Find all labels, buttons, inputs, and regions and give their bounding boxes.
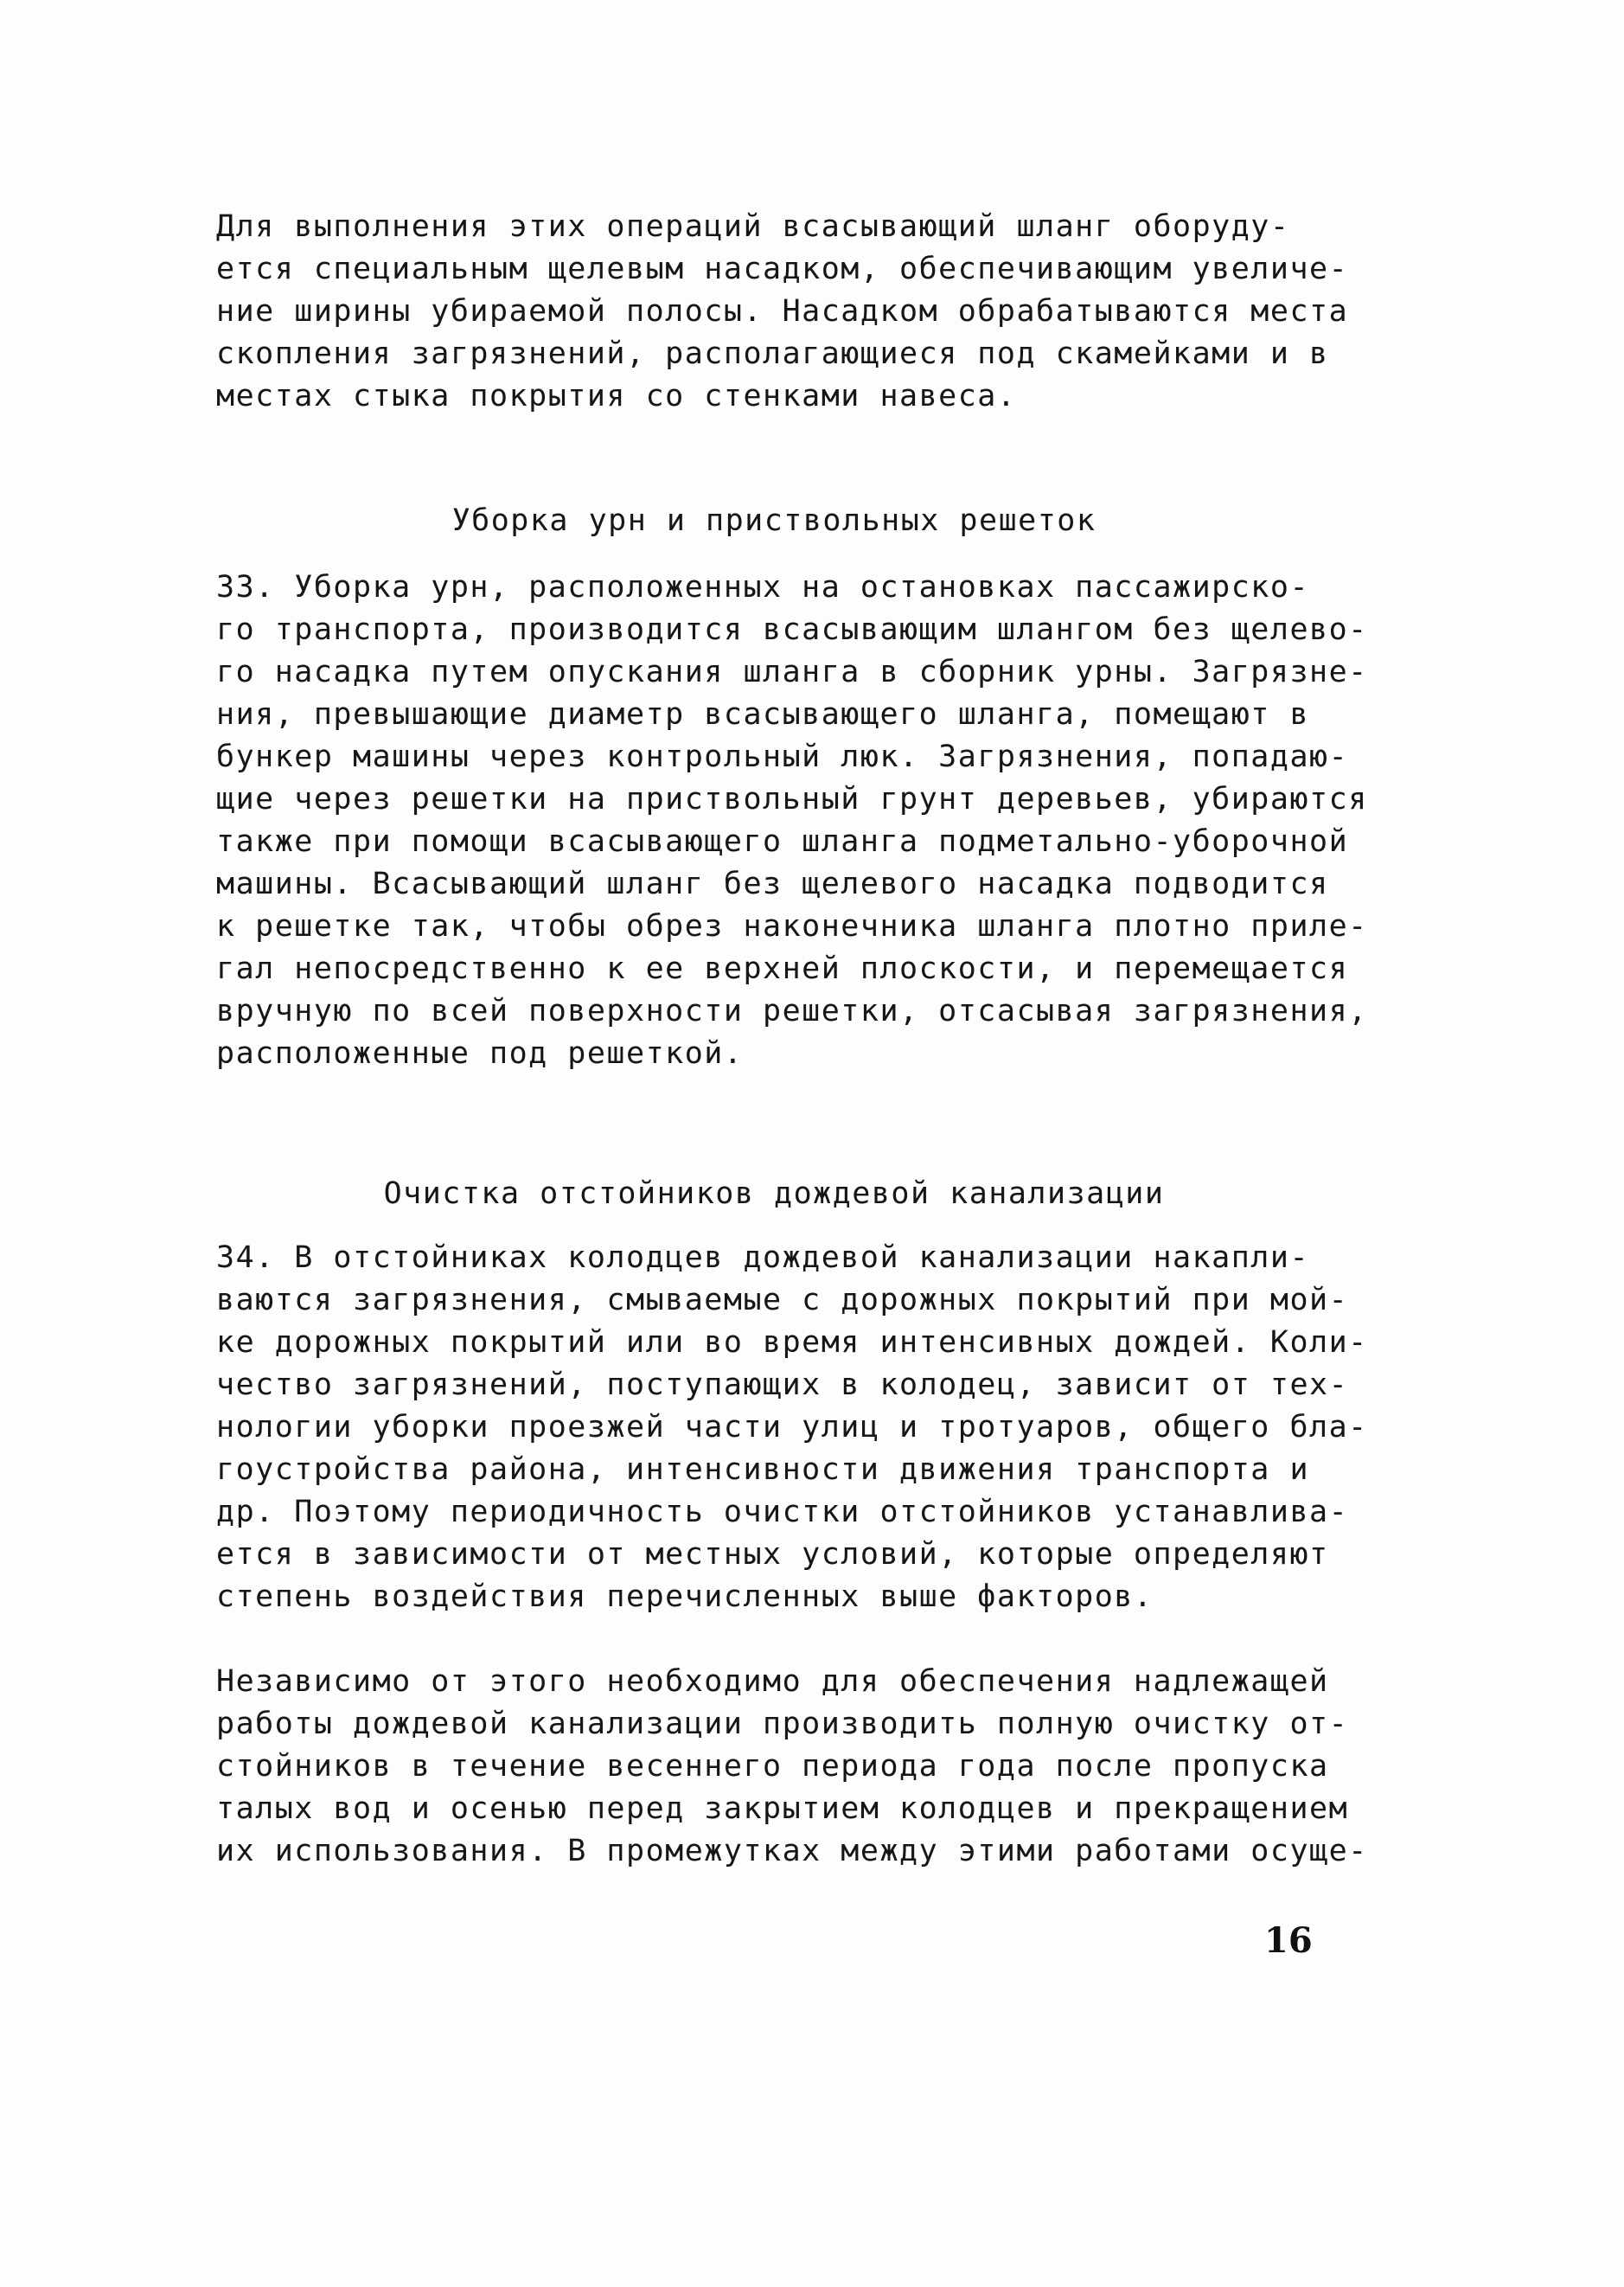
text-line: ется в зависимости от местных условий, которые определяют xyxy=(216,1537,1329,1572)
text-line: скопления загрязнений, располагающиеся под скамейками и в xyxy=(216,336,1329,371)
text-line: талых вод и осенью перед закрытием колодцев и прекращением xyxy=(216,1791,1349,1826)
text-line: машины. Всасывающий шланг без щелевого насадка подводится xyxy=(216,867,1329,901)
text-line: их использования. В промежутках между этими работами осуще- xyxy=(216,1834,1368,1868)
text-line: 34. В отстойниках колодцев дождевой канализации накапли- xyxy=(216,1240,1310,1275)
text-line: го транспорта, производится всасывающим шлангом без щелево- xyxy=(216,612,1368,647)
text-line: ваются загрязнения, смываемые с дорожных покрытий при мой- xyxy=(216,1283,1349,1317)
text-line: ке дорожных покрытий или во время интенсивных дождей. Коли- xyxy=(216,1325,1368,1360)
text-line: расположенные под решеткой. xyxy=(216,1036,744,1071)
text-line: степень воздействия перечисленных выше факторов. xyxy=(216,1579,1154,1614)
text-line: щие через решетки на приствольный грунт деревьев, убираются xyxy=(216,782,1368,817)
page-number: 16 xyxy=(1264,1920,1313,1961)
text-line: чество загрязнений, поступающих в колодец, зависит от тех- xyxy=(216,1368,1349,1402)
text-line: ние ширины убираемой полосы. Насадком обрабатываются места xyxy=(216,294,1349,329)
text-line: ется специальным щелевым насадком, обеспечивающим увеличе- xyxy=(216,252,1349,286)
text-line: также при помощи всасывающего шланга подметально-уборочной xyxy=(216,824,1349,859)
text-line: др. Поэтому периодичность очистки отстойников устанавлива- xyxy=(216,1495,1349,1529)
text-line: Для выполнения этих операций всасывающий шланг оборуду- xyxy=(216,209,1290,244)
paragraph-33 xyxy=(216,567,1368,1075)
section-heading-sediment-traps: Очистка отстойников дождевой канализации xyxy=(383,1176,1165,1211)
text-line: ния, превышающие диаметр всасывающего шланга, помещают в xyxy=(216,697,1310,732)
text-line: стойников в течение весеннего периода года после пропуска xyxy=(216,1749,1329,1784)
section-heading-urns: Уборка урн и приствольных решеток xyxy=(451,503,1097,538)
text-line: гал непосредственно к ее верхней плоскости, и перемещается xyxy=(216,951,1349,986)
text-line: работы дождевой канализации производить полную очистку от- xyxy=(216,1707,1349,1741)
text-line: гоустройства района, интенсивности движения транспорта и xyxy=(216,1452,1310,1487)
paragraph-1 xyxy=(216,206,1349,418)
text-line: нологии уборки проезжей части улиц и тротуаров, общего бла- xyxy=(216,1410,1368,1445)
text-line: го насадка путем опускания шланга в сборник урны. Загрязне- xyxy=(216,655,1368,689)
text-line: Независимо от этого необходимо для обеспечения надлежащей xyxy=(216,1664,1329,1699)
text-line: к решетке так, чтобы обрез наконечника шланга плотно приле- xyxy=(216,909,1368,944)
paragraph-34-continued xyxy=(216,1661,1368,1873)
text-line: местах стыка покрытия со стенками навеса. xyxy=(216,379,1017,413)
paragraph-34 xyxy=(216,1237,1368,1618)
text-line: вручную по всей поверхности решетки, отсасывая загрязнения, xyxy=(216,994,1368,1028)
text-line: бункер машины через контрольный люк. Загрязнения, попадаю- xyxy=(216,740,1349,774)
text-line: 33. Уборка урн, расположенных на остановках пассажирско- xyxy=(216,570,1310,605)
